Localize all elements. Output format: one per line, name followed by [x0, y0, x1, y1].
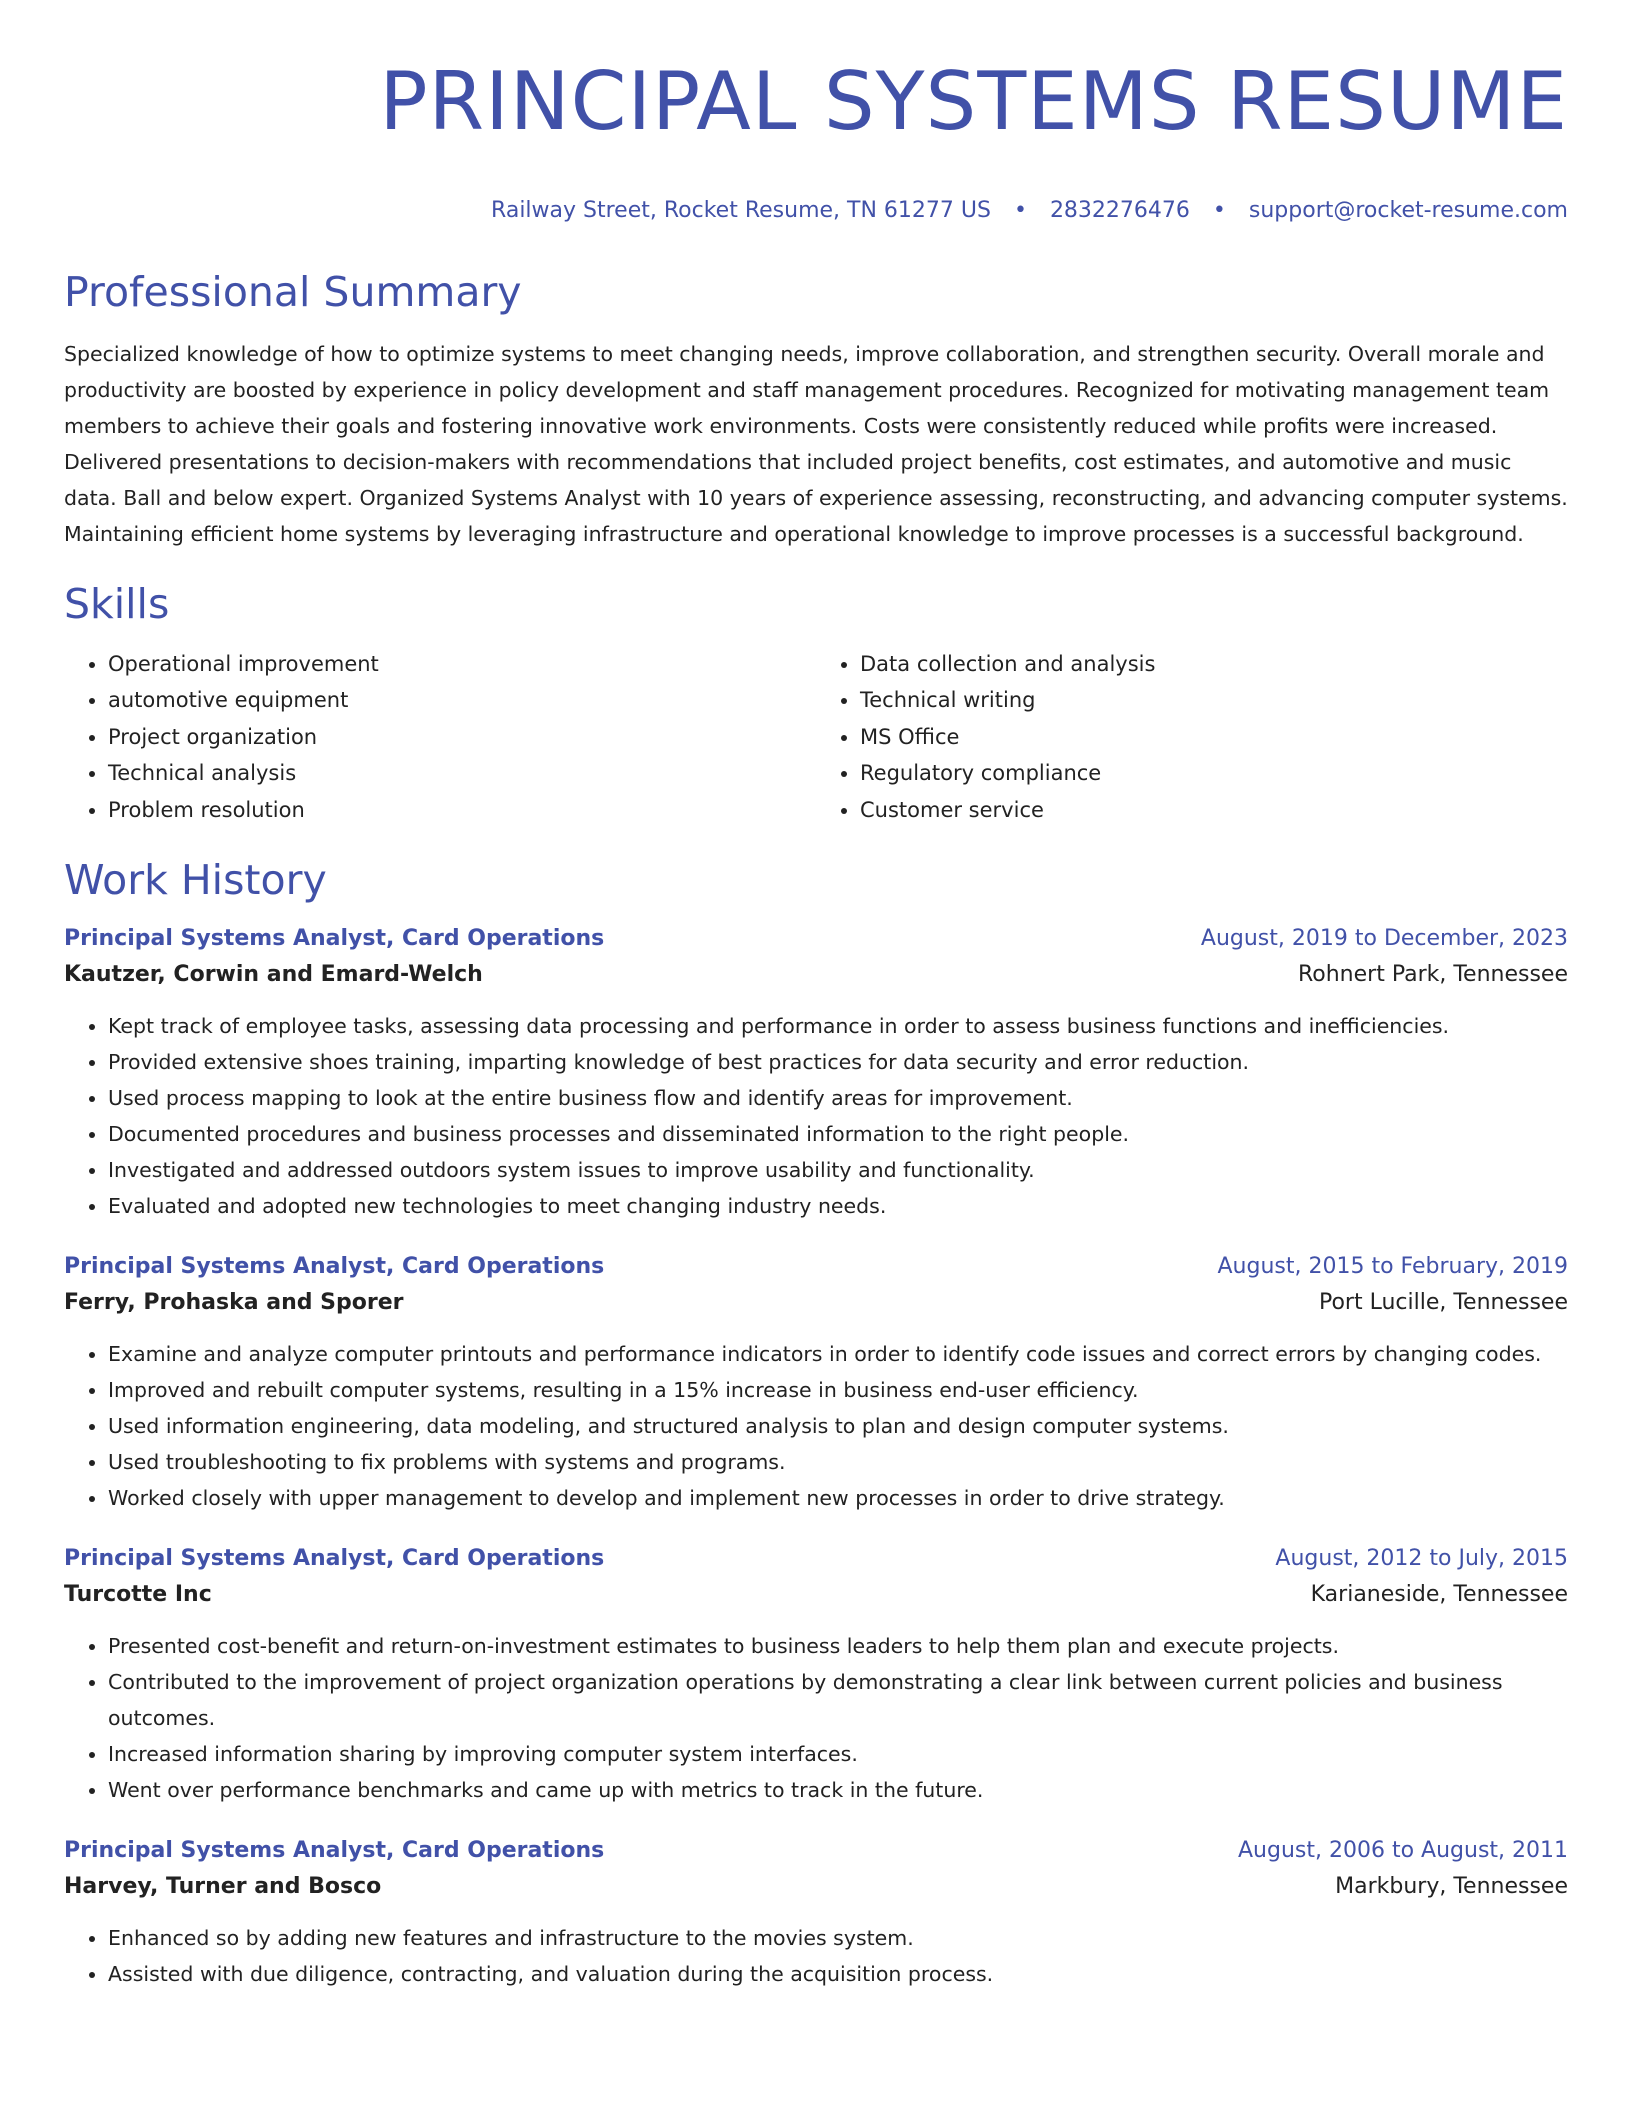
skill-item: • Technical analysis [108, 755, 816, 792]
skill-item: • Problem resolution [108, 792, 816, 829]
job-bullets [64, 1920, 1568, 1992]
skills-column-left [64, 646, 816, 829]
job-title: Principal Systems Analyst, Card Operations [64, 926, 605, 952]
job-bullet: • Documented procedures and business processes and disseminated information to the right people. [108, 1116, 1568, 1152]
job-bullet: • Assisted with due diligence, contracting, and valuation during the acquisition process. [108, 1956, 1568, 1992]
skill-item: • automotive equipment [108, 682, 816, 719]
contact-separator: • [1212, 197, 1226, 223]
resume-page [64, 0, 1568, 1992]
contact-email: support@rocket-resume.com [1248, 197, 1568, 223]
summary-text: Specialized knowledge of how to optimize systems to meet changing needs, improve collaboration, and strengthen security. Overall morale and productivity are boosted by experience in policy development and staff management procedures. Recognized for motivating management team members to achieve their goals and fostering innovative work environments. Costs were consistently reduced while profits were increased. Delivered presentations to decision-makers with recommendations that included project benefits, cost estimates, and automotive and music data. Ball and below expert. Organized Systems Analyst with 10 years of experience assessing, reconstructing, and advancing computer systems. Maintaining efficient home systems by leveraging infrastructure and operational knowledge to improve processes is a successful background. [64, 341, 1568, 546]
job-company: Kautzer, Corwin and Emard-Welch [64, 962, 483, 988]
job-bullets [64, 1628, 1568, 1808]
job-bullet: • Used process mapping to look at the entire business flow and identify areas for improvement. [108, 1080, 1568, 1116]
skill-item: • Customer service [860, 792, 1568, 829]
job-bullet: • Improved and rebuilt computer systems, resulting in a 15% increase in business end-user efficiency. [108, 1372, 1568, 1408]
job-entry [64, 1834, 1568, 1992]
job-entry [64, 1250, 1568, 1516]
skills-column-right [816, 646, 1568, 829]
job-entry [64, 1542, 1568, 1808]
job-bullets [64, 1008, 1568, 1224]
job-title: Principal Systems Analyst, Card Operations [64, 1838, 605, 1864]
contact-line [64, 196, 1568, 226]
job-bullet: • Increased information sharing by improving computer system interfaces. [108, 1736, 1568, 1772]
job-company: Ferry, Prohaska and Sporer [64, 1290, 404, 1316]
job-dates: August, 2006 to August, 2011 [1238, 1838, 1568, 1864]
job-bullet: • Investigated and addressed outdoors system issues to improve usability and functionality. [108, 1152, 1568, 1188]
job-location: Karianeside, Tennessee [1310, 1582, 1568, 1608]
job-bullet: • Enhanced so by adding new features and infrastructure to the movies system. [108, 1920, 1568, 1956]
skill-item: • Project organization [108, 719, 816, 756]
skills-list [64, 646, 1568, 829]
contact-phone: 2832276476 [1049, 197, 1190, 223]
job-bullet: • Presented cost-benefit and return-on-investment estimates to business leaders to help them plan and execute projects. [108, 1628, 1568, 1664]
job-company: Harvey, Turner and Bosco [64, 1874, 382, 1900]
job-company: Turcotte Inc [64, 1582, 212, 1608]
job-bullet: • Used information engineering, data modeling, and structured analysis to plan and design computer systems. [108, 1408, 1568, 1444]
job-location: Rohnert Park, Tennessee [1297, 962, 1568, 988]
skill-item: • Technical writing [860, 682, 1568, 719]
skill-item: • Regulatory compliance [860, 755, 1568, 792]
summary-heading: Professional Summary [64, 267, 522, 316]
resume-title: PRINCIPAL SYSTEMS RESUME [379, 55, 1568, 148]
job-location: Markbury, Tennessee [1335, 1874, 1568, 1900]
job-dates: August, 2015 to February, 2019 [1217, 1254, 1568, 1280]
contact-separator: • [1013, 197, 1027, 223]
job-bullet: • Went over performance benchmarks and came up with metrics to track in the future. [108, 1772, 1568, 1808]
job-title: Principal Systems Analyst, Card Operations [64, 1546, 605, 1572]
job-bullet: • Worked closely with upper management to develop and implement new processes in order to drive strategy. [108, 1480, 1568, 1516]
job-bullet: • Examine and analyze computer printouts and performance indicators in order to identify code issues and correct errors by changing codes. [108, 1336, 1568, 1372]
job-dates: August, 2019 to December, 2023 [1200, 926, 1568, 952]
work-history-heading: Work History [64, 856, 327, 905]
skill-item: • Data collection and analysis [860, 646, 1568, 683]
contact-address: Railway Street, Rocket Resume, TN 61277 US [491, 197, 991, 223]
job-dates: August, 2012 to July, 2015 [1275, 1546, 1568, 1572]
skill-item: • Operational improvement [108, 646, 816, 683]
skills-heading: Skills [64, 579, 170, 628]
job-title: Principal Systems Analyst, Card Operations [64, 1254, 605, 1280]
job-bullets [64, 1336, 1568, 1516]
job-bullet: • Evaluated and adopted new technologies to meet changing industry needs. [108, 1188, 1568, 1224]
job-bullet: • Used troubleshooting to fix problems with systems and programs. [108, 1444, 1568, 1480]
skill-item: • MS Office [860, 719, 1568, 756]
job-bullet: • Contributed to the improvement of project organization operations by demonstrating a clear link between current policies and business outcomes. [108, 1664, 1568, 1736]
job-location: Port Lucille, Tennessee [1318, 1290, 1568, 1316]
job-bullet: • Provided extensive shoes training, imparting knowledge of best practices for data security and error reduction. [108, 1044, 1568, 1080]
job-entry [64, 922, 1568, 1224]
job-bullet: • Kept track of employee tasks, assessing data processing and performance in order to assess business functions and inefficiencies. [108, 1008, 1568, 1044]
